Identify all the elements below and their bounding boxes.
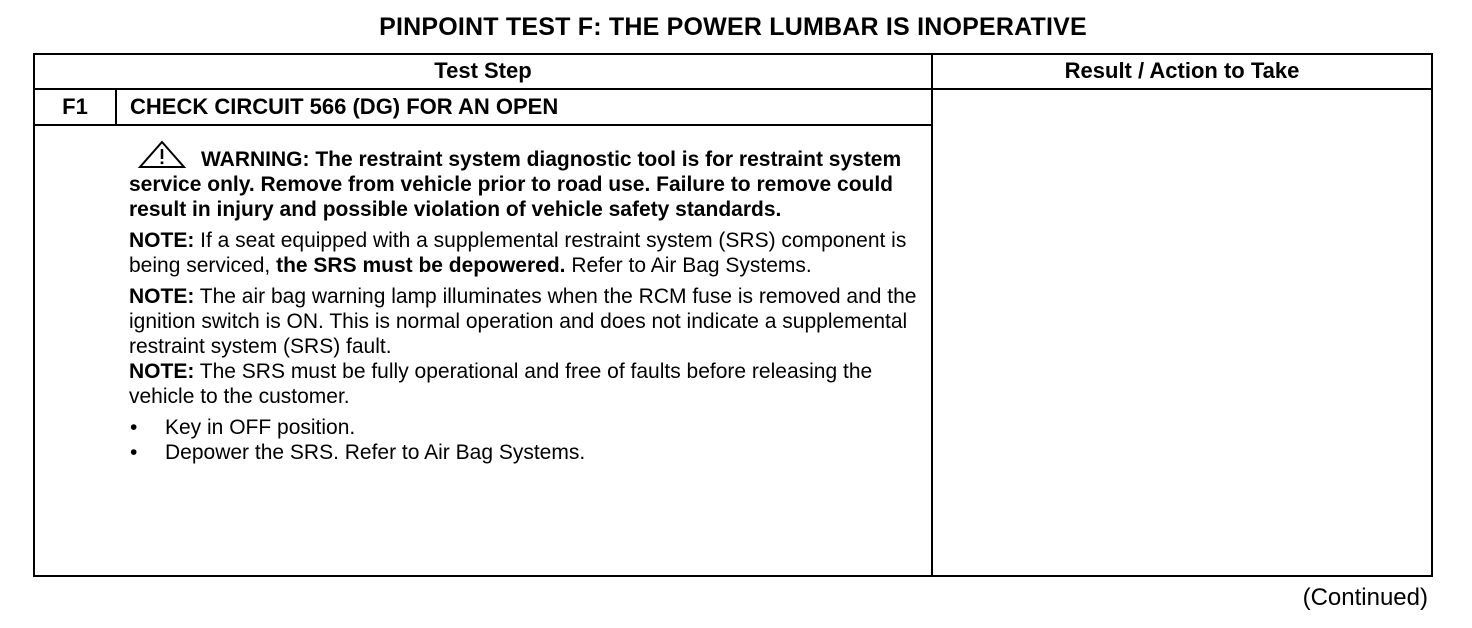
note-label: NOTE: bbox=[129, 285, 195, 308]
step-title: CHECK CIRCUIT 566 (DG) FOR AN OPEN bbox=[130, 94, 559, 119]
continued-label: (Continued) bbox=[1302, 584, 1428, 611]
step-id: F1 bbox=[62, 94, 88, 119]
note-depower bbox=[129, 228, 919, 278]
note-label: NOTE: bbox=[129, 229, 195, 252]
list-item: • Depower the SRS. Refer to Air Bag Systems. bbox=[130, 441, 586, 464]
step-id-divider bbox=[115, 88, 117, 125]
note-text: The SRS must be fully operational and free of faults before releasing the vehicle to the customer. bbox=[129, 360, 873, 408]
bullet-icon: • bbox=[130, 441, 138, 464]
step-title-divider bbox=[33, 124, 932, 126]
note-warning-lamp bbox=[129, 284, 919, 359]
warning-paragraph bbox=[129, 140, 919, 222]
action-list bbox=[129, 415, 919, 465]
note-srs-operational bbox=[129, 359, 919, 409]
header-test-step: Test Step bbox=[434, 58, 532, 83]
warning-text: WARNING: The restraint system diagnostic tool is for restraint system service only. Remove from vehicle prior to road use. Failure to remove could result in injury and possible violation of vehicle safety standards. bbox=[129, 148, 902, 221]
bullet-icon: • bbox=[130, 416, 138, 439]
note-text: Refer to Air Bag Systems. bbox=[565, 254, 812, 277]
header-result-action: Result / Action to Take bbox=[1064, 58, 1300, 83]
page-title: PINPOINT TEST F: THE POWER LUMBAR IS INOPERATIVE bbox=[379, 13, 1087, 41]
note-emphasis: the SRS must be depowered. bbox=[276, 254, 566, 277]
note-label: NOTE: bbox=[129, 360, 195, 383]
note-text: The air bag warning lamp illuminates when the RCM fuse is removed and the ignition switch is ON. This is normal operation and does not indicate a supplemental restraint system (SRS) fault. bbox=[129, 285, 917, 358]
list-item: • Key in OFF position. bbox=[130, 416, 356, 439]
step-body bbox=[129, 140, 919, 465]
column-divider bbox=[931, 53, 933, 577]
note-text: If a seat equipped with a supplemental restraint system (SRS) component is being serviced, bbox=[129, 229, 907, 277]
warning-triangle-icon bbox=[137, 140, 187, 170]
